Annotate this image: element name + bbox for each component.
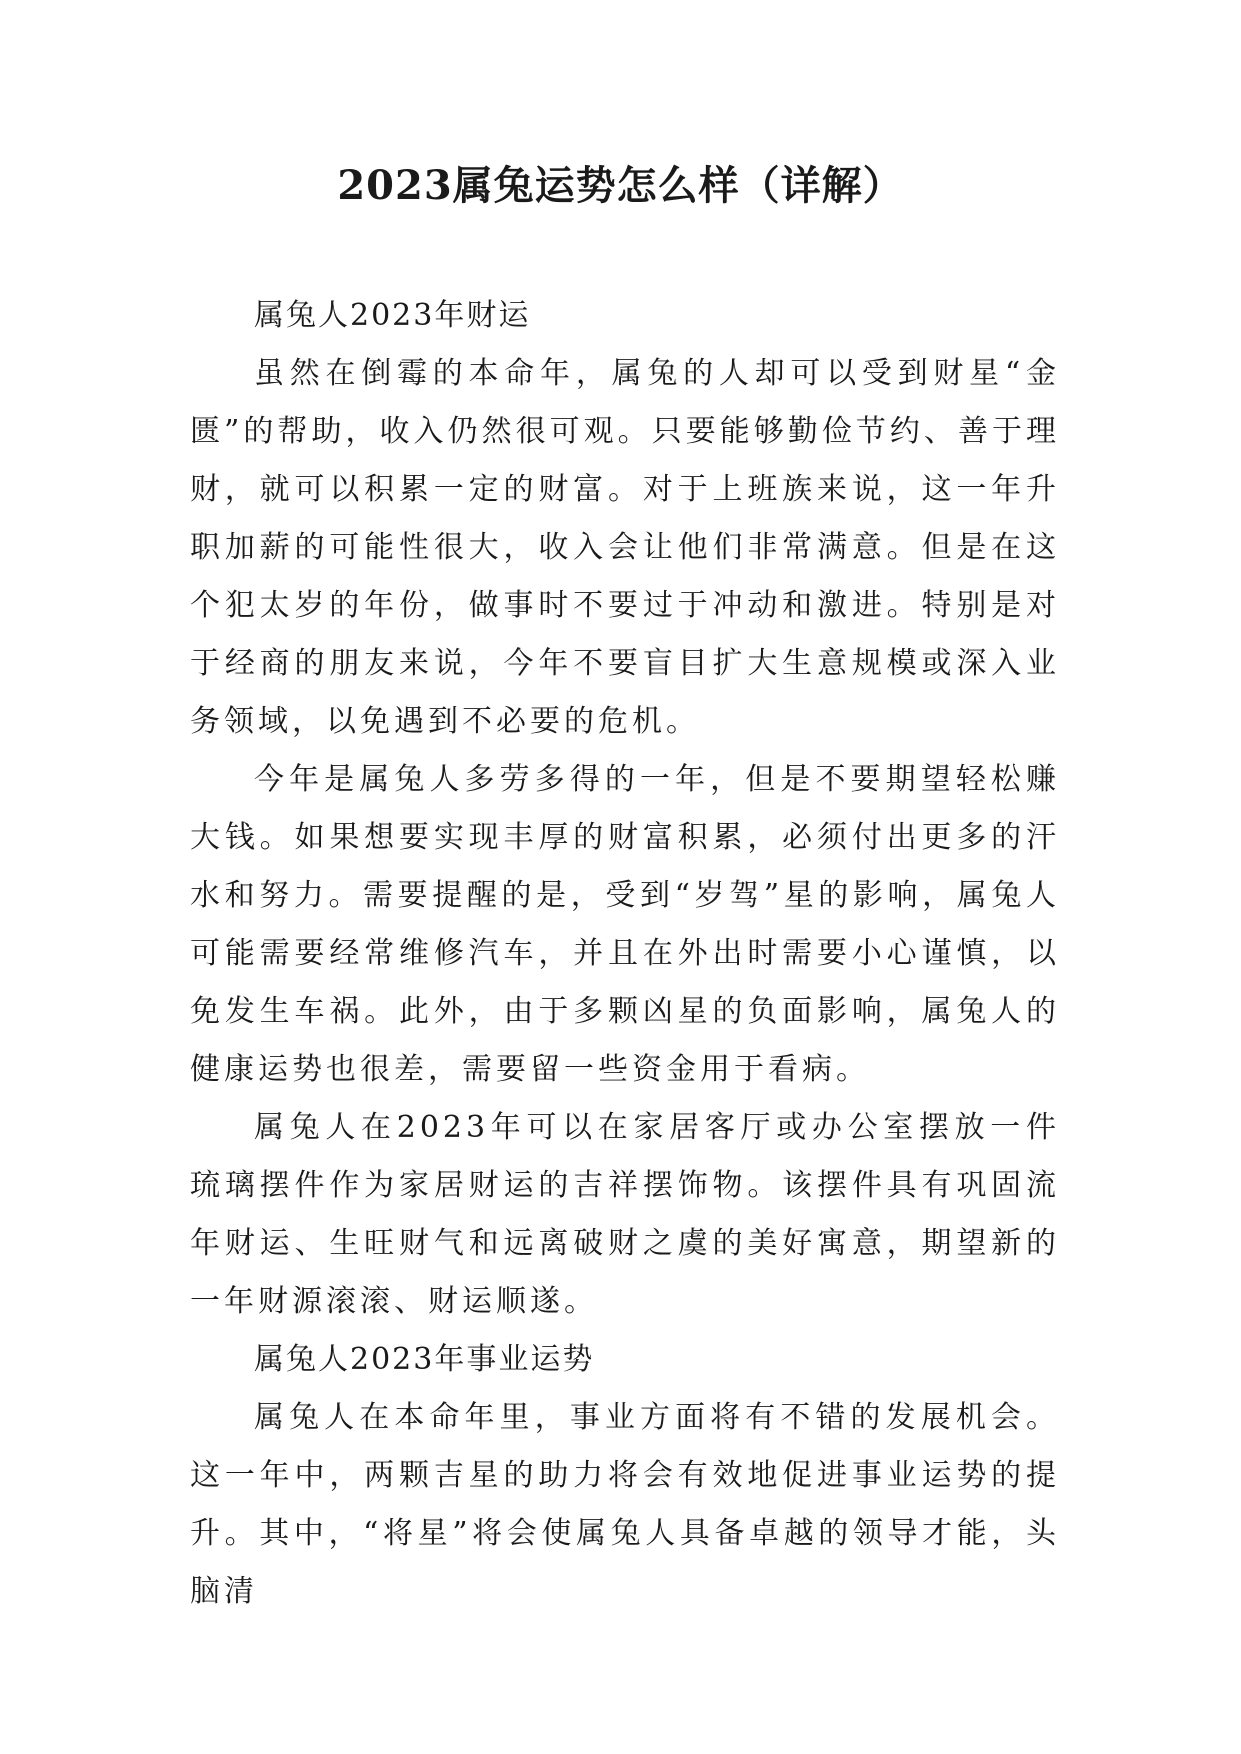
document-body — [190, 287, 1060, 1621]
paragraph-wealth-3: 属兔人在2023年可以在家居客厅或办公室摆放一件琉璃摆件作为家居财运的吉祥摆饰物。该摆件具有巩固流年财运、生旺财气和远离破财之虞的美好寓意，期望新的一年财源滚滚、财运顺遂。 — [190, 1110, 1060, 1319]
paragraph-wealth-1: 虽然在倒霉的本命年，属兔的人却可以受到财星“金匮”的帮助，收入仍然很可观。只要能够勤俭节约、善于理财，就可以积累一定的财富。对于上班族来说，这一年升职加薪的可能性很大，收入会让他们非常满意。但是在这个犯太岁的年份，做事时不要过于冲动和激进。特别是对于经商的朋友来说，今年不要盲目扩大生意规模或深入业务领域，以免遇到不必要的危机。 — [190, 356, 1060, 739]
document-title: 2023属兔运势怎么样（详解） — [337, 162, 904, 209]
paragraph-career-1: 属兔人在本命年里，事业方面将有不错的发展机会。这一年中，两颗吉星的助力将会有效地促进事业运势的提升。其中，“将星”将会使属兔人具备卓越的领导才能，头脑清 — [190, 1400, 1060, 1609]
section-heading-wealth: 属兔人2023年财运 — [254, 298, 531, 333]
section-heading-career: 属兔人2023年事业运势 — [254, 1342, 595, 1377]
paragraph-wealth-2: 今年是属兔人多劳多得的一年，但是不要期望轻松赚大钱。如果想要实现丰厚的财富积累，必须付出更多的汗水和努力。需要提醒的是，受到“岁驾”星的影响，属兔人可能需要经常维修汽车，并且在外出时需要小心谨慎，以免发生车祸。此外，由于多颗凶星的负面影响，属兔人的健康运势也很差，需要留一些资金用于看病。 — [190, 762, 1060, 1087]
